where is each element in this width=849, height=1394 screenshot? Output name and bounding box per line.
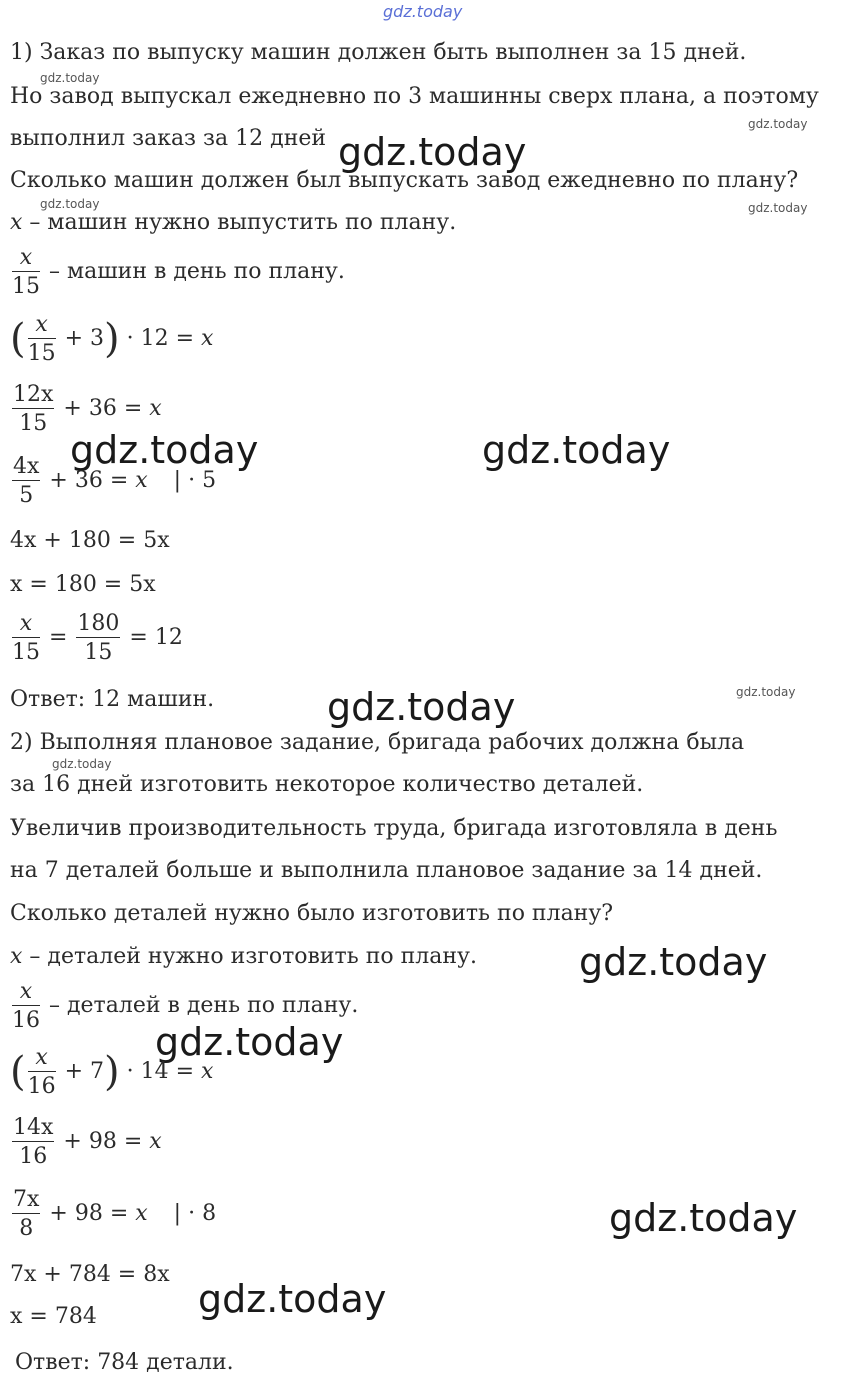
equation-term: + 3 xyxy=(57,326,105,352)
watermark-large: gdz.today xyxy=(198,1277,387,1321)
fraction-numerator: 7x xyxy=(12,1188,40,1214)
problem1-equation4: 4x + 180 = 5x xyxy=(10,528,170,553)
fraction xyxy=(12,246,40,298)
fraction xyxy=(12,455,40,507)
variable-def-text: – деталей нужно изготовить по плану. xyxy=(22,944,477,969)
fraction-numerator: 14x xyxy=(12,1116,54,1142)
problem2-equation1: ( $\frac{x}{16}$ + 7) · 14 = x xyxy=(10,1045,214,1100)
watermark-large: gdz.today xyxy=(579,940,768,984)
fraction xyxy=(12,1188,40,1240)
problem2-daily-plan xyxy=(10,980,358,1032)
fraction-numerator: x xyxy=(12,246,40,272)
problem1-equation1: ( $\frac{x}{15}$ + 3) · 12 = x xyxy=(10,312,214,367)
equation-term: + 36 = xyxy=(42,468,136,494)
watermark-small: gdz.today xyxy=(40,197,100,211)
fraction xyxy=(12,1116,54,1168)
multiplier-note: | · 5 xyxy=(173,468,217,494)
watermark-small: gdz.today xyxy=(748,117,808,131)
equation-term: = 12 xyxy=(122,625,183,651)
fraction-denominator: 16 xyxy=(12,1008,40,1034)
daily-plan-text: – деталей в день по плану. xyxy=(42,993,359,1019)
fraction xyxy=(12,383,54,435)
fraction-denominator: 16 xyxy=(27,1074,56,1100)
problem1-answer: Ответ: 12 машин. xyxy=(10,687,215,712)
watermark-header: gdz.today xyxy=(383,2,463,21)
problem1-equation2 xyxy=(10,383,162,435)
problem2-line4: на 7 деталей больше и выполнила плановое задание за 14 дней. xyxy=(10,858,763,883)
problem2-equation4: 7x + 784 = 8x xyxy=(10,1262,170,1287)
problem2-equation2 xyxy=(10,1116,162,1168)
problem1-daily-plan xyxy=(10,246,345,298)
problem2-equation5: x = 784 xyxy=(10,1304,97,1329)
fraction-denominator: 15 xyxy=(12,640,40,666)
watermark-small: gdz.today xyxy=(748,201,808,215)
fraction xyxy=(76,612,120,664)
daily-plan-text: – машин в день по плану. xyxy=(42,259,345,285)
fraction-denominator: 15 xyxy=(19,411,48,437)
equation-term: · 12 = xyxy=(119,326,202,352)
problem1-equation3 xyxy=(10,455,216,507)
problem2-line2: за 16 дней изготовить некоторое количество деталей. xyxy=(10,772,644,797)
fraction xyxy=(28,313,56,365)
problem2-line3: Увеличив производительность труда, бригада изготовляла в день xyxy=(10,816,778,841)
problem2-line1: 2) Выполняя плановое задание, бригада рабочих должна была xyxy=(10,730,745,755)
variable-x: x xyxy=(10,944,23,969)
variable-x: x xyxy=(135,468,148,494)
fraction xyxy=(12,980,40,1032)
fraction-numerator: x xyxy=(28,1046,56,1072)
watermark-small: gdz.today xyxy=(736,685,796,699)
watermark-large: gdz.today xyxy=(338,130,527,174)
variable-x: x xyxy=(10,210,23,235)
watermark-large: gdz.today xyxy=(482,428,671,472)
fraction-numerator: 180 xyxy=(76,612,120,638)
watermark-large: gdz.today xyxy=(327,685,516,729)
variable-def-text: – машин нужно выпустить по плану. xyxy=(22,210,457,235)
watermark-large: gdz.today xyxy=(155,1020,344,1064)
problem1-equation6: $\frac{x}{15}$ = $\frac{180}{15}$ = 12 xyxy=(12,611,183,666)
variable-x: x xyxy=(135,1201,148,1227)
fraction xyxy=(28,1046,56,1098)
problem2-variable-def xyxy=(10,946,477,968)
equation-term: + 98 = xyxy=(42,1201,136,1227)
fraction-denominator: 15 xyxy=(84,640,113,666)
problem1-question: Сколько машин должен был выпускать завод ежедневно по плану? xyxy=(10,168,799,193)
fraction-denominator: 5 xyxy=(19,483,34,509)
problem2-equation3 xyxy=(10,1188,216,1240)
problem1-line2: Но завод выпускал ежедневно по 3 машинны сверх плана, а поэтому xyxy=(10,84,819,109)
fraction-numerator: x xyxy=(12,980,40,1006)
problem1-line1: 1) Заказ по выпуску машин должен быть выполнен за 15 дней. xyxy=(10,40,747,65)
fraction-numerator: x xyxy=(12,612,40,638)
fraction-denominator: 15 xyxy=(27,341,56,367)
equation-term: + 98 = xyxy=(56,1129,150,1155)
fraction-numerator: 12x xyxy=(12,383,54,409)
equation-term: + 7 xyxy=(57,1059,105,1085)
problem2-question: Сколько деталей нужно было изготовить по плану? xyxy=(10,901,614,926)
problem2-answer: Ответ: 784 детали. xyxy=(15,1350,234,1375)
fraction xyxy=(12,612,40,664)
watermark-large: gdz.today xyxy=(70,428,259,472)
equation-term: · 14 = xyxy=(119,1059,202,1085)
fraction-numerator: x xyxy=(28,313,56,339)
fraction-denominator: 15 xyxy=(12,274,40,300)
watermark-large: gdz.today xyxy=(609,1196,798,1240)
equation-term: + 36 = xyxy=(56,396,150,422)
variable-x: x xyxy=(149,396,162,422)
watermark-small: gdz.today xyxy=(52,757,112,771)
problem1-equation5: x = 180 = 5x xyxy=(10,572,156,597)
fraction-numerator: 4x xyxy=(12,455,40,481)
watermark-small: gdz.today xyxy=(40,71,100,85)
problem1-variable-def xyxy=(10,212,456,234)
problem1-line3: выполнил заказ за 12 дней xyxy=(10,126,327,151)
variable-x: x xyxy=(201,1059,214,1085)
fraction-denominator: 16 xyxy=(19,1144,48,1170)
fraction-denominator: 8 xyxy=(19,1216,34,1242)
variable-x: x xyxy=(201,326,214,352)
multiplier-note: | · 8 xyxy=(173,1201,217,1227)
variable-x: x xyxy=(149,1129,162,1155)
